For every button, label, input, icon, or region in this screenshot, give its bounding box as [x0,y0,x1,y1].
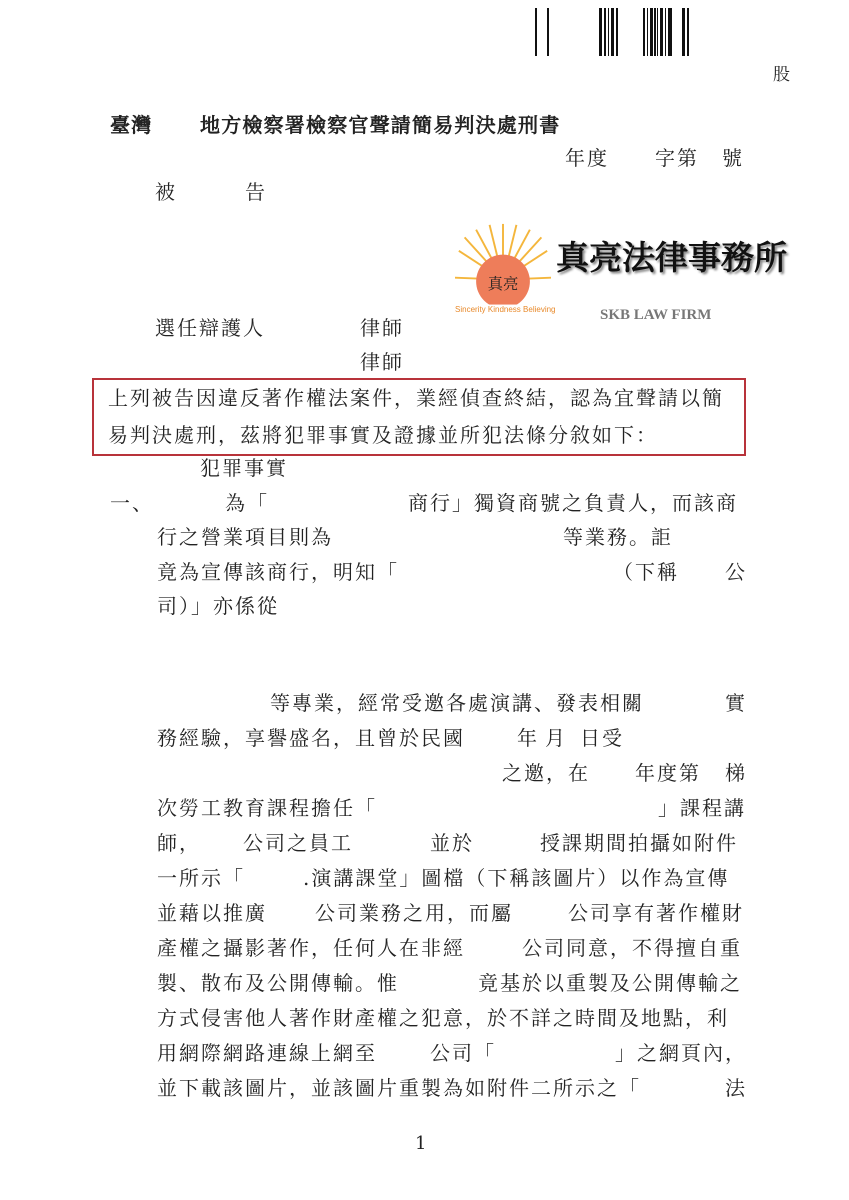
body-text: 為「 [225,491,269,515]
body-text: 日受 [580,726,624,750]
body-text: 年度第 [635,761,701,785]
title-prefix: 臺灣 [110,113,153,137]
body-text: 竟為宣傳該商行，明知「 [157,560,399,584]
body-text: 公 [725,560,747,584]
body-text: 司）」亦係從 [157,594,279,618]
body-text: 次勞工教育課程擔任「 [157,796,377,820]
body-text: 商行」獨資商號之負責人，而該商 [408,491,738,515]
barcode-bar [672,8,682,56]
seal-text: 真亮 [487,275,519,294]
case-no: 號 [722,146,744,170]
barcode-bar [687,8,689,56]
body-text: 一所示「 [157,866,245,890]
body-text: 公司享有著作權財 [568,901,744,925]
body-text: 製、散布及公開傳輸。惟 [157,971,399,995]
body-text: 公司之員工 [243,831,353,855]
barcode [535,8,767,56]
barcode-bar [549,8,599,56]
body-text: 之邀，在 [502,761,590,785]
highlight-line-2: 易判決處刑，茲將犯罪事實及證據並所犯法條分敘如下： [108,423,658,447]
lawyer-2: 律師 [360,350,404,374]
body-text: 並藉以推廣 [157,901,267,925]
body-text: 」課程講 [658,796,746,820]
body-text: 並下載該圖片，並該圖片重製為如附件二所示之「 [157,1076,641,1100]
body-text: 公司業務之用，而屬 [315,901,513,925]
body-text: 等專業，經常受邀各處演講、發表相關 [270,691,644,715]
page-number: 1 [415,1133,427,1154]
body-text: 等業務。詎 [563,525,673,549]
body-text: （下稱 [613,560,679,584]
body-text: 授課期間拍攝如附件 [540,831,738,855]
body-text: 」之網頁內， [615,1041,747,1065]
barcode-bar [618,8,643,56]
case-year: 年度 [565,146,609,170]
section-title: 犯罪事實 [200,456,288,480]
document-title: 地方檢察署檢察官聲請簡易判決處刑書 [200,113,561,137]
defendant-label-b: 告 [245,180,267,204]
law-firm-name: 真亮法律事務所 [556,238,787,277]
case-char: 字第 [655,146,699,170]
lawyer-1: 律師 [360,316,404,340]
highlight-line-1: 上列被告因違反著作權法案件，業經偵查終結，認為宜聲請以簡 [108,386,724,410]
section-mark: 股 [773,65,790,85]
body-text: 法 [725,1076,747,1100]
logo-motto: Sincerity Kindness Believing [455,305,556,314]
body-text: 竟基於以重製及公開傳輸之 [478,971,742,995]
body-text: 公司同意，不得擅自重 [522,936,742,960]
barcode-bar [537,8,547,56]
body-text: 梯 [725,761,747,785]
defendant-label-a: 被 [155,180,177,204]
body-text: .演講課堂」圖檔（下稱該圖片）以作為宣傳 [303,866,730,890]
sun-logo-icon [455,222,551,318]
body-text: 方式侵害他人著作財產權之犯意，於不詳之時間及地點，利 [157,1006,729,1030]
counsel-label: 選任辯護人 [155,316,265,340]
body-text: 月 [545,726,567,750]
body-text: 實 [725,691,747,715]
body-text: 並於 [430,831,474,855]
body-text: 年 [517,726,539,750]
body-text: 產權之攝影著作，任何人在非經 [157,936,465,960]
body-text: 務經驗，享譽盛名，且曾於民國 [157,726,465,750]
body-text: 行之營業項目則為 [157,525,333,549]
body-text: 師， [157,831,201,855]
law-firm-en-name: SKB LAW FIRM [600,307,712,323]
item-number: 一、 [110,491,154,515]
body-text: 用網際網路連線上網至 [157,1041,377,1065]
body-text: 公司「 [430,1041,496,1065]
